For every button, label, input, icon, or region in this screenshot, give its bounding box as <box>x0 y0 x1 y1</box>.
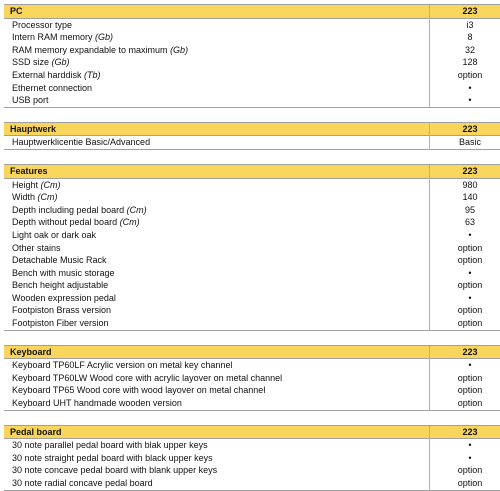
spec-row <box>4 304 500 317</box>
spec-unit: (Gb) <box>170 44 189 55</box>
spec-row <box>4 439 500 452</box>
spec-row <box>4 56 500 69</box>
spec-row <box>4 267 500 280</box>
spec-label: Keyboard TP65 Wood core with wood layover on metal channel <box>12 385 266 396</box>
spec-row <box>4 397 500 411</box>
spec-value: option <box>457 398 483 409</box>
spec-value: option <box>457 372 483 383</box>
spec-value: Basic <box>458 137 481 148</box>
spec-label: Detachable Music Rack <box>12 255 107 266</box>
spec-row <box>4 136 500 150</box>
model-column-header: 223 <box>462 6 478 16</box>
spec-row <box>4 69 500 82</box>
spec-row <box>4 464 500 477</box>
spec-row <box>4 372 500 385</box>
spec-label: Bench height adjustable <box>12 280 109 291</box>
section-title: Keyboard <box>10 346 52 357</box>
spec-row <box>4 317 500 331</box>
spec-label: 30 note radial concave pedal board <box>12 478 153 488</box>
spec-row <box>4 384 500 397</box>
section-gap <box>0 108 500 122</box>
spec-value: option <box>457 478 483 488</box>
keyboard-section <box>4 345 500 411</box>
spec-row <box>4 452 500 465</box>
column-divider <box>429 346 430 411</box>
spec-value: option <box>457 242 483 253</box>
spec-row <box>4 279 500 292</box>
spec-row <box>4 94 500 108</box>
spec-label: SSD size <box>12 57 52 68</box>
section-gap <box>0 150 500 164</box>
spec-value: option <box>457 318 483 329</box>
spec-value: • <box>468 229 472 240</box>
spec-value: option <box>457 255 483 266</box>
spec-label: Bench with music storage <box>12 267 115 278</box>
spec-label: 30 note parallel pedal board with blak upper keys <box>12 440 208 451</box>
spec-row <box>4 477 500 491</box>
spec-label: Keyboard TP60LF Acrylic version on metal key channel <box>12 360 233 371</box>
model-column-header: 223 <box>462 346 478 357</box>
spec-value: • <box>468 95 472 106</box>
spec-label: USB port <box>12 95 49 106</box>
spec-row <box>4 204 500 217</box>
spec-label: Keyboard TP60LW Wood core with acrylic layover on metal channel <box>12 372 283 383</box>
spec-label: Width <box>12 192 38 203</box>
section-title: PC <box>10 6 23 16</box>
spec-unit: (Cm) <box>40 179 61 190</box>
spec-label: Other stains <box>12 242 61 253</box>
spec-value: • <box>468 452 472 463</box>
pc-section <box>4 4 500 108</box>
model-column-header: 223 <box>462 426 478 437</box>
spec-row <box>4 31 500 44</box>
spec-value: option <box>457 385 483 396</box>
spec-label: Footpiston Brass version <box>12 305 112 316</box>
spec-unit: (Gb) <box>95 32 114 43</box>
spec-label: 30 note concave pedal board with blank upper keys <box>12 465 218 476</box>
spec-unit: (Cm) <box>119 217 140 228</box>
spec-label: Depth including pedal board <box>12 204 127 215</box>
section-title: Hauptwerk <box>10 123 57 134</box>
spec-value: option <box>457 465 483 476</box>
hauptwerk-section <box>4 122 500 150</box>
spec-value: • <box>468 267 472 278</box>
spec-value: 140 <box>462 192 478 203</box>
spec-label: Intern RAM memory <box>12 32 96 43</box>
spec-label: 30 note straight pedal board with black upper keys <box>12 452 213 463</box>
features-header <box>4 165 500 179</box>
spec-unit: (Gb) <box>51 57 70 68</box>
spec-value: option <box>457 69 483 80</box>
spec-label: Depth without pedal board <box>12 217 120 228</box>
spec-value: 95 <box>464 204 475 215</box>
hauptwerk-header <box>4 123 500 137</box>
spec-value: 32 <box>464 44 475 55</box>
spec-value: 8 <box>467 32 473 43</box>
spec-value: • <box>468 440 472 451</box>
column-divider <box>429 165 430 331</box>
spec-value: i3 <box>466 19 474 30</box>
spec-label: Ethernet connection <box>12 82 93 93</box>
spec-value: option <box>457 280 483 291</box>
spec-label: Light oak or dark oak <box>12 229 97 240</box>
spec-row <box>4 242 500 255</box>
column-divider <box>429 123 430 150</box>
section-gap <box>0 331 500 345</box>
spec-row <box>4 44 500 57</box>
spec-row <box>4 179 500 192</box>
spec-value: • <box>468 292 472 303</box>
spec-label: Height <box>12 179 41 190</box>
spec-label: External harddisk <box>12 69 85 80</box>
spec-row <box>4 82 500 95</box>
column-divider <box>429 5 430 108</box>
spec-value: 128 <box>462 57 478 68</box>
spec-value: 980 <box>462 179 478 190</box>
spec-value: • <box>468 82 472 93</box>
spec-label: Keyboard UHT handmade wooden version <box>12 398 182 409</box>
section-title: Pedal board <box>10 426 62 437</box>
spec-value: • <box>468 360 472 371</box>
spec-value: 63 <box>464 217 475 228</box>
spec-unit: (Cm) <box>126 204 147 215</box>
spec-row <box>4 254 500 267</box>
pedal-board-header <box>4 426 500 440</box>
column-divider <box>429 426 430 491</box>
features-section <box>4 164 500 331</box>
pedal-board-section <box>4 425 500 491</box>
spec-row <box>4 359 500 372</box>
pc-header <box>4 5 500 19</box>
spec-label: Processor type <box>12 19 73 30</box>
spec-label: Footpiston Fiber version <box>12 318 109 329</box>
spec-row <box>4 292 500 305</box>
spec-label: RAM memory expandable to maximum <box>12 44 171 55</box>
keyboard-header <box>4 346 500 360</box>
spec-value: option <box>457 305 483 316</box>
section-gap <box>0 411 500 425</box>
spec-row <box>4 19 500 32</box>
model-column-header: 223 <box>462 165 478 176</box>
spec-unit: (Tb) <box>84 69 101 80</box>
spec-row <box>4 191 500 204</box>
spec-label: Hauptwerklicentie Basic/Advanced <box>12 137 151 148</box>
spec-unit: (Cm) <box>37 192 58 203</box>
spec-row <box>4 229 500 242</box>
model-column-header: 223 <box>462 123 478 134</box>
section-title: Features <box>10 165 48 176</box>
spec-row <box>4 216 500 229</box>
spec-label: Wooden expression pedal <box>12 292 116 303</box>
